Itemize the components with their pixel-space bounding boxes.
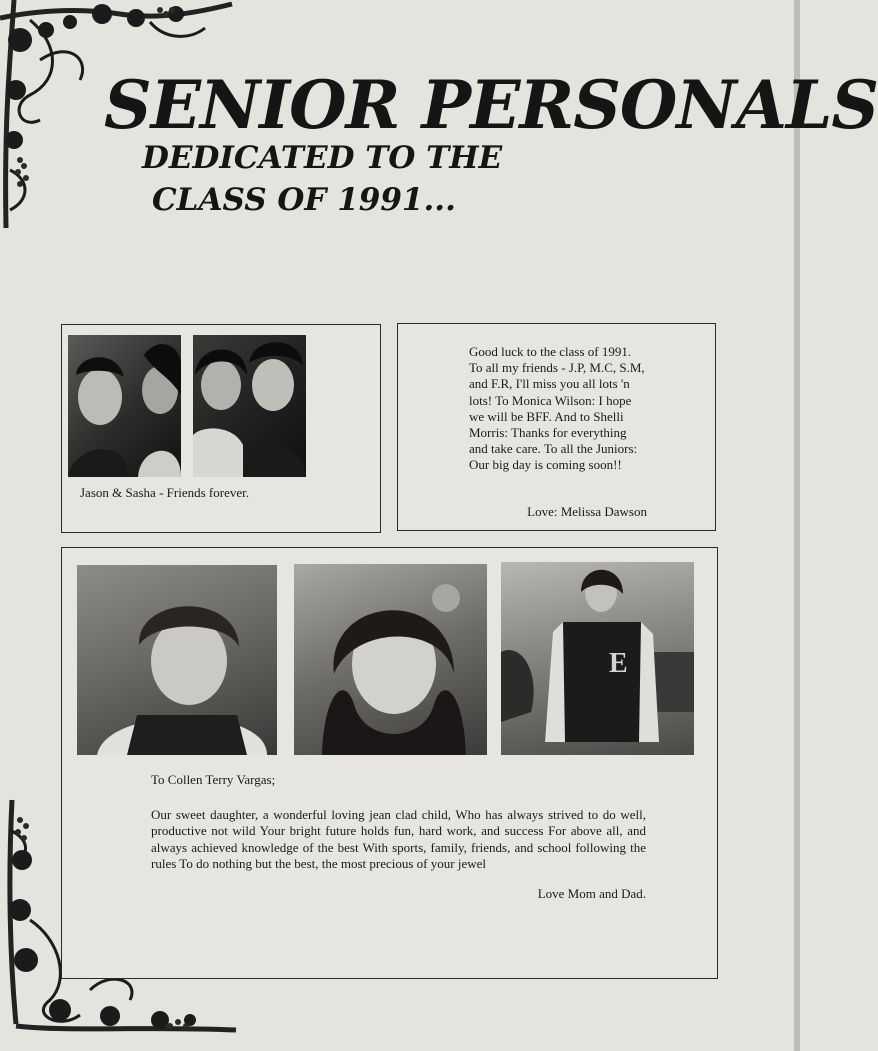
- page-subtitle-line-1: DEDICATED TO THE: [142, 140, 503, 176]
- page-edge-shadow: [794, 0, 800, 1051]
- letterman-jacket-photo: [501, 562, 694, 755]
- child-portrait-photo: [294, 564, 487, 755]
- personal-box-collen-vargas: [61, 547, 718, 979]
- personal-box-jason-sasha: [61, 324, 381, 533]
- dedication-poem: Our sweet daughter, a wonderful loving jean clad child, Who has always strived to do well, productive not wild Your bright future holds fun, hard work, and success For above all, and always achieved knowledge of the best With sports, family, friends, and school following the rules To do nothing but the best, the most precious of your jewel: [151, 807, 646, 872]
- message-signature: Love: Melissa Dawson: [527, 504, 647, 519]
- photo-booth-image-left: [68, 335, 181, 477]
- dedication-signature: Love Mom and Dad.: [537, 886, 646, 901]
- personal-box-melissa-dawson: [397, 323, 716, 531]
- toddler-photo: [77, 565, 277, 755]
- personal-message: [469, 344, 647, 474]
- svg-text:E: E: [609, 648, 628, 679]
- page-title: SENIOR PERSONALS: [104, 66, 878, 144]
- message-text: Good luck to the class of 1991. To all my friends - J.P, M.C, S.M, and F.R, I'll miss you all lots 'n lots! To Monica Wilson: I hope we will be BFF. And to Shelli Morris: Thanks for everything and take care. To all the Juniors: Our big day is coming soon!!: [469, 344, 645, 473]
- photo-booth-image-right: [193, 335, 306, 477]
- dedication-salutation: To Collen Terry Vargas;: [151, 772, 276, 787]
- photo-caption: Jason & Sasha - Friends forever.: [80, 485, 249, 500]
- page-subtitle-line-2: CLASS OF 1991...: [152, 182, 456, 218]
